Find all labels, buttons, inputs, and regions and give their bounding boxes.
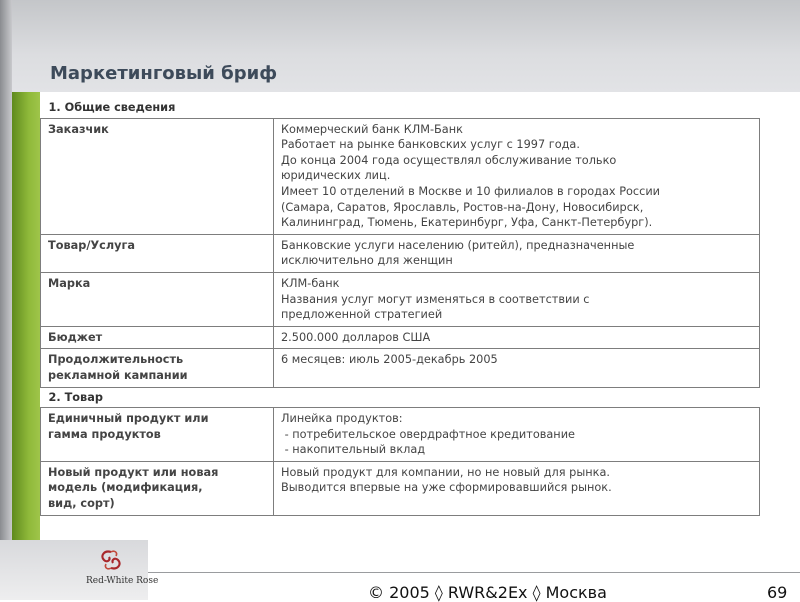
row-value-line: Коммерческий банк КЛМ-Банк [281, 122, 463, 136]
footer-copyright: © 2005 ◊ RWR&2Ex ◊ Москва [368, 583, 607, 602]
row-label [41, 461, 274, 515]
logo-text: Red-White Rose [86, 576, 159, 586]
row-label-line: Продолжительность [48, 353, 184, 367]
row-label: Бюджет [41, 326, 274, 349]
brief-table [40, 98, 760, 516]
left-gray-strip [0, 0, 12, 540]
section-row [41, 98, 760, 118]
row-value-line: 2.500.000 долларов США [281, 330, 431, 344]
page-number: 69 [767, 583, 788, 602]
section-row [41, 387, 760, 408]
row-value [274, 349, 760, 387]
rose-logo-icon [96, 548, 126, 572]
row-value-line: юридических лиц. [281, 169, 391, 183]
footer-divider [148, 572, 800, 573]
row-value-line: исключительно для женщин [281, 254, 453, 268]
row-value-line: Имеет 10 отделений в Москве и 10 филиалов в городах России [281, 184, 661, 198]
table-row [41, 326, 760, 349]
row-value [274, 461, 760, 515]
row-value-line: (Самара, Саратов, Ярославль, Ростов-на-Дону, Новосибирск, [281, 200, 644, 214]
row-label-line: вид, сорт) [48, 497, 115, 511]
slide-title: Маркетинговый бриф [50, 63, 278, 84]
table-row [41, 408, 760, 462]
table-row [41, 461, 760, 515]
row-value-line: - потребительское овердрафтное кредитование [281, 427, 575, 441]
row-value [274, 118, 760, 234]
table-row [41, 349, 760, 387]
row-value-line: Линейка продуктов: [281, 412, 403, 426]
row-value [274, 326, 760, 349]
row-value-line: КЛМ-банк [281, 276, 340, 290]
row-label: Марка [41, 272, 274, 326]
row-value-line: Новый продукт для компании, но не новый для рынка. [281, 465, 610, 479]
row-value-line: Работает на рынке банковских услуг с 1997 года. [281, 138, 580, 152]
row-label [41, 408, 274, 462]
row-label-line: Единичный продукт или [48, 412, 209, 426]
table-row [41, 234, 760, 272]
row-value [274, 234, 760, 272]
row-label: Заказчик [41, 118, 274, 234]
row-label-line: рекламной кампании [48, 368, 188, 382]
row-value-line: До конца 2004 года осуществлял обслуживание только [281, 153, 617, 167]
row-value [274, 408, 760, 462]
row-value-line: Выводится впервые на уже сформировавшийся рынок. [281, 481, 612, 495]
green-accent-bar [12, 92, 40, 540]
row-label-line: модель (модификация, [48, 481, 203, 495]
row-label: Товар/Услуга [41, 234, 274, 272]
row-label-line: Новый продукт или новая [48, 465, 219, 479]
row-label [41, 349, 274, 387]
row-value-line: Калининград, Тюмень, Екатеринбург, Уфа, Санкт-Петербург). [281, 216, 653, 230]
row-value-line: - накопительный вклад [281, 443, 426, 457]
row-value-line: Банковские услуги населению (ритейл), предназначенные [281, 238, 635, 252]
section-heading: 1. Общие сведения [41, 98, 760, 118]
row-value-line: 6 месяцев: июль 2005-декабрь 2005 [281, 353, 498, 367]
table-row [41, 118, 760, 234]
row-value-line: предложенной стратегией [281, 308, 443, 322]
row-value [274, 272, 760, 326]
section-heading: 2. Товар [41, 387, 760, 408]
row-label-line: гамма продуктов [48, 427, 161, 441]
row-value-line: Названия услуг могут изменяться в соответствии с [281, 292, 590, 306]
table-row [41, 272, 760, 326]
